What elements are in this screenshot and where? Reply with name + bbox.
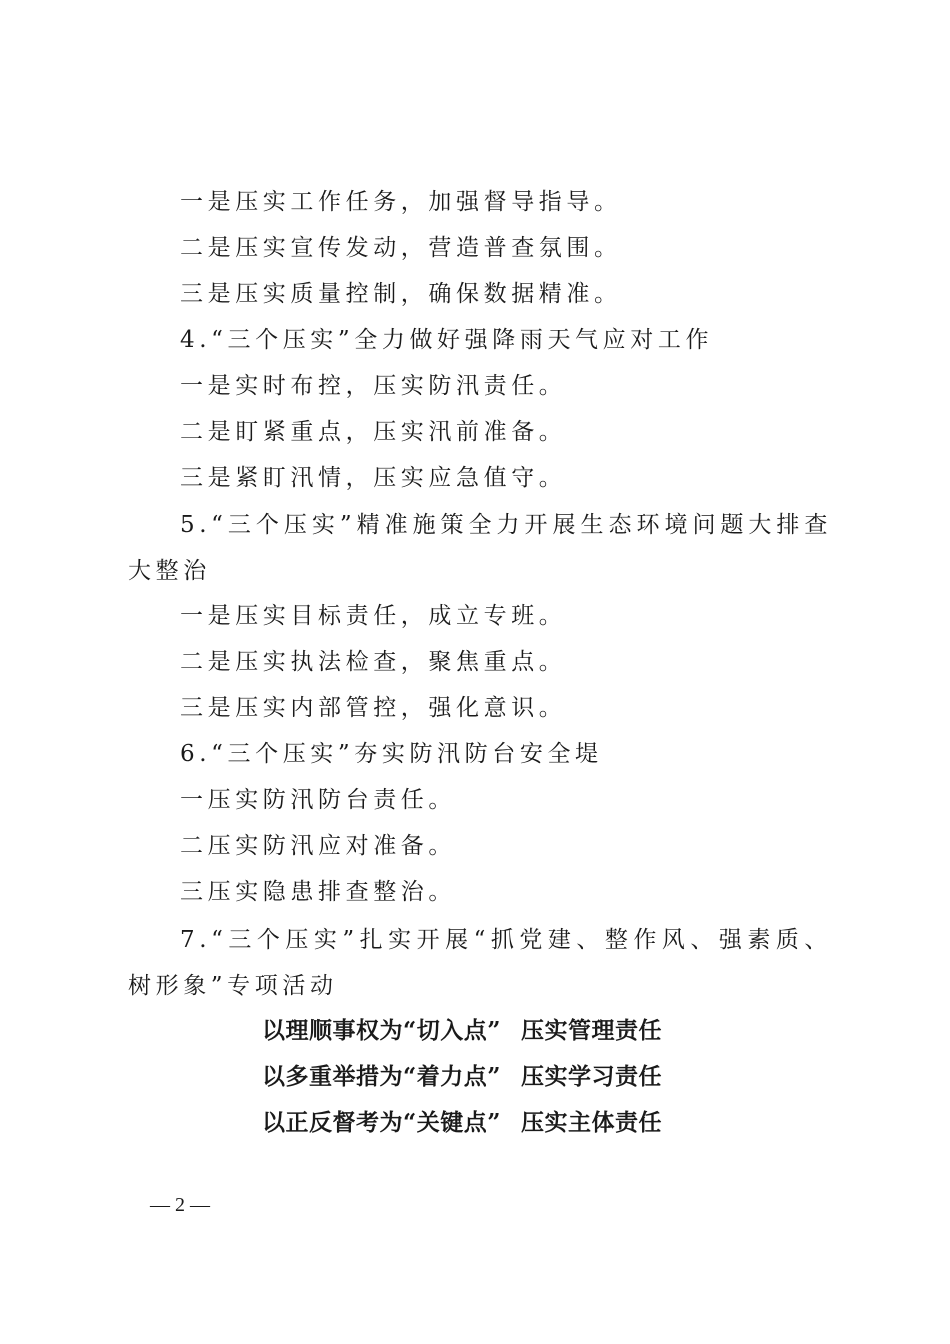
section4-item-3: 三是紧盯汛情，压实应急值守。 (180, 465, 567, 491)
section3-item-3: 三是压实质量控制，确保数据精准。 (180, 281, 622, 307)
section6-heading: 6.“三个压实”夯实防汛防台安全堤 (180, 741, 603, 767)
section7-bold-item-2 (262, 1062, 662, 1092)
section6-item-1: 一压实防汛防台责任。 (180, 787, 456, 813)
section4-item-1: 一是实时布控，压实防汛责任。 (180, 373, 567, 399)
section5-item-3: 三是压实内部管控，强化意识。 (180, 695, 567, 721)
section7-heading: 7.“三个压实”扎实开展“抓党建、整作风、强素质、树形象”专项活动 (128, 927, 832, 999)
page-number: — 2 — (150, 1194, 210, 1216)
section4-item-2: 二是盯紧重点，压实汛前准备。 (180, 419, 567, 445)
section6-item-2: 二压实防汛应对准备。 (180, 833, 456, 859)
section7-bold-item-1 (262, 1016, 662, 1046)
section5-item-1: 一是压实目标责任，成立专班。 (180, 603, 567, 629)
bold-item-1-right: 压实管理责任 (520, 1017, 662, 1044)
section5-item-2: 二是压实执法检查，聚焦重点。 (180, 649, 567, 675)
section4-heading: 4.“三个压实”全力做好强降雨天气应对工作 (180, 327, 714, 353)
bold-item-1-left: 以理顺事权为“切入点” (262, 1017, 501, 1044)
bold-item-2-left: 以多重举措为“着力点” (262, 1063, 501, 1090)
section7-bold-item-3 (262, 1108, 662, 1138)
section5-heading: 5.“三个压实”精准施策全力开展生态环境问题大排查大整治 (128, 512, 832, 584)
bold-item-2-right: 压实学习责任 (520, 1063, 662, 1090)
bold-item-3-right: 压实主体责任 (520, 1109, 662, 1136)
section3-item-2: 二是压实宣传发动，营造普查氛围。 (180, 235, 622, 261)
section3-item-1: 一是压实工作任务，加强督导指导。 (180, 189, 622, 215)
section6-item-3: 三压实隐患排查整治。 (180, 879, 456, 905)
bold-item-3-left: 以正反督考为“关键点” (262, 1109, 501, 1136)
